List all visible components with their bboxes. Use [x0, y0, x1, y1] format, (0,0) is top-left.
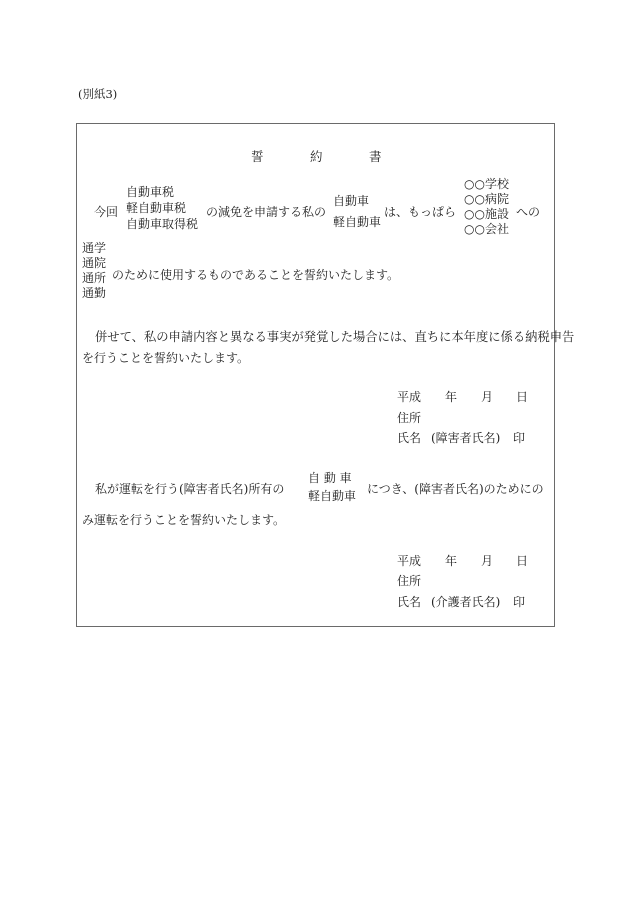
purpose-option-facility: 通所	[82, 271, 107, 285]
driver-pledge-after: につき、(障害者氏名)のためにの	[367, 482, 544, 496]
appendix-label: (別紙3)	[78, 87, 118, 101]
pledge-lead: 今回	[94, 205, 119, 219]
driver-pledge-line2: み運転を行うことを誓約いたします。	[82, 513, 286, 527]
date-era: 平成	[397, 390, 422, 404]
date-day: 日	[516, 554, 529, 568]
purpose-options	[82, 242, 106, 299]
title-char-3: 書	[369, 149, 382, 164]
name-hint: (介護者氏名)	[431, 595, 501, 609]
pledge-report-line1: 併せて、私の申請内容と異なる事実が発覚した場合には、直ちに本年度に係る納税申告	[95, 330, 575, 344]
pledge-report-line2: を行うことを誓約いたします。	[82, 351, 250, 365]
vehicle-options	[333, 195, 381, 228]
place-option-facility: ○○施設	[464, 207, 509, 221]
title-char-1: 誓	[251, 149, 264, 164]
pledge-tail: のために使用するものであることを誓約いたします。	[112, 268, 400, 282]
name-label: 氏名	[397, 431, 422, 445]
name-label: 氏名	[397, 595, 422, 609]
tax-option-acquisition: 自動車取得税	[126, 217, 199, 231]
title-char-2: 約	[310, 149, 323, 164]
address-label: 住所	[397, 574, 422, 588]
tax-option-light-vehicle: 軽自動車税	[126, 201, 187, 215]
seal-mark: 印	[513, 431, 526, 445]
he-no-text: への	[516, 205, 541, 219]
place-option-company: ○○会社	[464, 222, 509, 236]
pledge-middle-text: の減免を申請する私の	[206, 205, 327, 219]
address-label: 住所	[397, 411, 422, 425]
date-era: 平成	[397, 554, 422, 568]
vehicle-option-light-car: 軽自動車	[333, 215, 382, 229]
place-option-hospital: ○○病院	[464, 192, 509, 206]
place-options	[464, 178, 509, 235]
driver-pledge-lead: 私が運転を行う(障害者氏名)所有の	[95, 482, 285, 496]
purpose-option-hospital: 通院	[82, 256, 107, 270]
date-month: 月	[481, 390, 494, 404]
name-hint: (障害者氏名)	[431, 431, 501, 445]
seal-mark: 印	[513, 595, 526, 609]
mopura-text: は、もっぱら	[384, 205, 457, 219]
driver-vehicle-option-light-car: 軽自動車	[308, 489, 357, 503]
vehicle-option-car: 自動車	[333, 194, 370, 208]
tax-options	[126, 186, 198, 230]
purpose-option-school: 通学	[82, 241, 107, 255]
date-day: 日	[516, 390, 529, 404]
date-year: 年	[445, 390, 458, 404]
driver-vehicle-options	[308, 472, 356, 502]
place-option-school: ○○学校	[464, 177, 509, 191]
driver-vehicle-option-car: 自 動 車	[308, 471, 352, 485]
purpose-option-work: 通勤	[82, 286, 107, 300]
date-year: 年	[445, 554, 458, 568]
date-month: 月	[481, 554, 494, 568]
tax-option-vehicle: 自動車税	[126, 185, 175, 199]
